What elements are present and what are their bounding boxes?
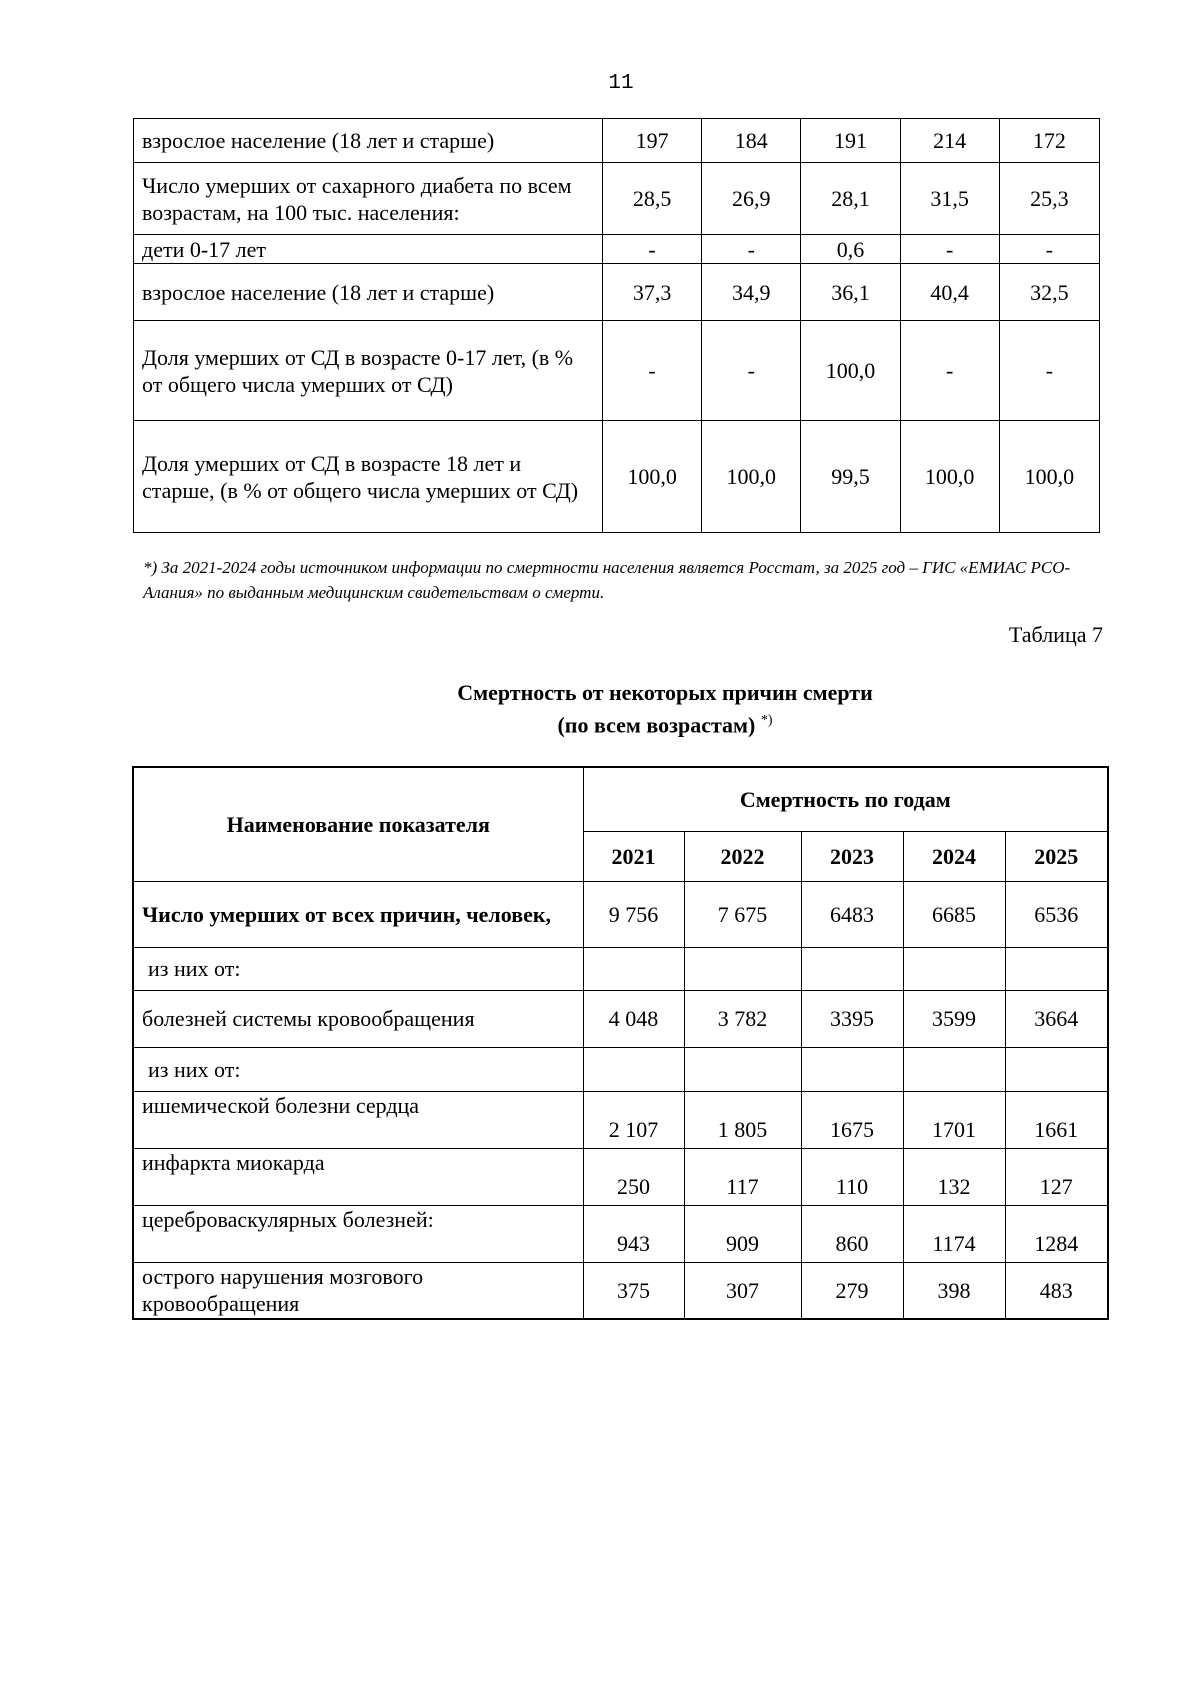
table-subtitle <box>0 707 1200 738</box>
cell-value: 398 <box>903 1262 1005 1319</box>
cell-value: 172 <box>999 119 1099 163</box>
cell-value <box>801 1047 903 1091</box>
cell-value <box>1005 1047 1108 1091</box>
cell-value: 1 805 <box>684 1091 801 1148</box>
header-indicator: Наименование показателя <box>133 767 583 881</box>
diabetes-table-body <box>134 119 1100 533</box>
cell-value: - <box>999 235 1099 264</box>
cell-value: 860 <box>801 1205 903 1262</box>
cell-value: 7 675 <box>684 881 801 947</box>
table-row <box>133 1091 1108 1148</box>
table-row <box>133 1148 1108 1205</box>
cell-value: 100,0 <box>602 421 701 533</box>
table-row <box>134 235 1100 264</box>
row-label: взрослое население (18 лет и старше) <box>134 119 603 163</box>
cell-value: - <box>900 235 999 264</box>
table-row <box>134 321 1100 421</box>
page-number: 11 <box>608 72 634 95</box>
cell-value: - <box>602 235 701 264</box>
row-label: из них от: <box>133 1047 583 1091</box>
cell-value: - <box>602 321 701 421</box>
cell-value: 127 <box>1005 1148 1108 1205</box>
table-row <box>133 947 1108 990</box>
cell-value <box>801 947 903 990</box>
row-label: Доля умерших от СД в возрасте 0-17 лет, (в % от общего числа умерших от СД) <box>134 321 603 421</box>
table-row <box>134 119 1100 163</box>
footnote: *) За 2021-2024 годы источником информации по смертности населения является Росстат, за 2025 год – ГИС «ЕМИАС РСО-Алания» по выданным медицинским свидетельствам о смерти. <box>143 558 1071 602</box>
cell-value <box>684 1047 801 1091</box>
row-label: из них от: <box>133 947 583 990</box>
cell-value: 1701 <box>903 1091 1005 1148</box>
cell-value: 25,3 <box>999 163 1099 235</box>
cell-value: 1174 <box>903 1205 1005 1262</box>
row-label: болезней системы кровообращения <box>133 990 583 1047</box>
cell-value: 214 <box>900 119 999 163</box>
cell-value: - <box>999 321 1099 421</box>
header-year: 2021 <box>583 831 684 881</box>
cell-value: 100,0 <box>999 421 1099 533</box>
cell-value: 99,5 <box>801 421 900 533</box>
header-year: 2023 <box>801 831 903 881</box>
cell-value: 307 <box>684 1262 801 1319</box>
cell-value: 1284 <box>1005 1205 1108 1262</box>
cell-value: 943 <box>583 1205 684 1262</box>
row-label: взрослое население (18 лет и старше) <box>134 264 603 321</box>
cell-value: 0,6 <box>801 235 900 264</box>
cell-value: - <box>702 321 801 421</box>
row-label: цереброваскулярных болезней: <box>133 1205 583 1262</box>
row-label: ишемической болезни сердца <box>133 1091 583 1148</box>
cell-value: 250 <box>583 1148 684 1205</box>
cell-value <box>583 947 684 990</box>
row-label: инфаркта миокарда <box>133 1148 583 1205</box>
row-label: Число умерших от всех причин, человек, <box>133 881 583 947</box>
cell-value: 32,5 <box>999 264 1099 321</box>
cell-value: - <box>702 235 801 264</box>
cell-value: 117 <box>684 1148 801 1205</box>
table-row <box>133 1205 1108 1262</box>
table-row <box>133 881 1108 947</box>
cell-value <box>583 1047 684 1091</box>
cell-value: 909 <box>684 1205 801 1262</box>
header-group: Смертность по годам <box>583 767 1108 831</box>
table-row <box>133 1047 1108 1091</box>
cell-value: 40,4 <box>900 264 999 321</box>
table-row <box>134 421 1100 533</box>
row-label: острого нарушения мозгового кровообращения <box>133 1262 583 1319</box>
cell-value: 1675 <box>801 1091 903 1148</box>
row-label: дети 0-17 лет <box>134 235 603 264</box>
cell-value: 28,5 <box>602 163 701 235</box>
table-row <box>134 163 1100 235</box>
cell-value: 31,5 <box>900 163 999 235</box>
cell-value: 375 <box>583 1262 684 1319</box>
table-row <box>133 1262 1108 1319</box>
cell-value: 100,0 <box>702 421 801 533</box>
row-label: Доля умерших от СД в возрасте 18 лет и старше, (в % от общего числа умерших от СД) <box>134 421 603 533</box>
cell-value <box>903 1047 1005 1091</box>
cell-value: 28,1 <box>801 163 900 235</box>
cell-value: 3664 <box>1005 990 1108 1047</box>
header-year: 2022 <box>684 831 801 881</box>
cell-value: 197 <box>602 119 701 163</box>
footnote-mark: *) <box>760 713 773 728</box>
cell-value: 483 <box>1005 1262 1108 1319</box>
diabetes-mortality-table <box>133 118 1100 533</box>
cell-value <box>684 947 801 990</box>
row-label: Число умерших от сахарного диабета по всем возрастам, на 100 тыс. населения: <box>134 163 603 235</box>
cell-value <box>903 947 1005 990</box>
cell-value: 1661 <box>1005 1091 1108 1148</box>
cell-value: 2 107 <box>583 1091 684 1148</box>
cell-value: 36,1 <box>801 264 900 321</box>
table-subtitle-text: (по всем возрастам) <box>557 712 756 738</box>
table-row <box>134 264 1100 321</box>
mortality-causes-table <box>132 766 1109 1320</box>
cell-value: 279 <box>801 1262 903 1319</box>
table-row <box>133 990 1108 1047</box>
main-table-body <box>133 881 1108 1319</box>
table-title: Смертность от некоторых причин смерти <box>457 680 873 705</box>
cell-value: 26,9 <box>702 163 801 235</box>
cell-value: 100,0 <box>801 321 900 421</box>
cell-value: 3395 <box>801 990 903 1047</box>
cell-value: 6685 <box>903 881 1005 947</box>
header-year: 2024 <box>903 831 1005 881</box>
header-year: 2025 <box>1005 831 1108 881</box>
cell-value: 100,0 <box>900 421 999 533</box>
cell-value: 184 <box>702 119 801 163</box>
cell-value: 110 <box>801 1148 903 1205</box>
cell-value: 9 756 <box>583 881 684 947</box>
cell-value: 3 782 <box>684 990 801 1047</box>
cell-value: 34,9 <box>702 264 801 321</box>
cell-value: 6536 <box>1005 881 1108 947</box>
cell-value: 6483 <box>801 881 903 947</box>
cell-value: 132 <box>903 1148 1005 1205</box>
cell-value: 191 <box>801 119 900 163</box>
cell-value: - <box>900 321 999 421</box>
cell-value <box>1005 947 1108 990</box>
table-caption: Таблица 7 <box>1008 622 1103 647</box>
cell-value: 37,3 <box>602 264 701 321</box>
cell-value: 3599 <box>903 990 1005 1047</box>
cell-value: 4 048 <box>583 990 684 1047</box>
